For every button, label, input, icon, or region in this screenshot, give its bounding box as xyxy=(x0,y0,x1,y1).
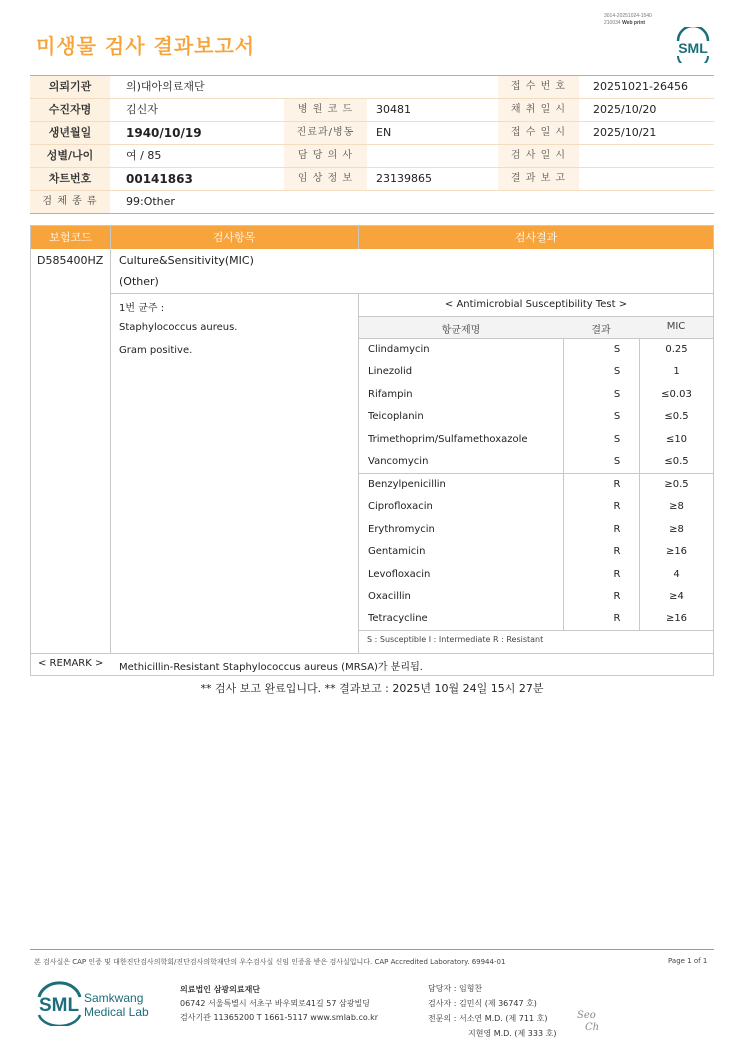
staff-info xyxy=(428,981,556,1041)
antibiotic-name: Benzylpenicillin xyxy=(368,479,446,490)
completion-note: ** 검사 보고 완료입니다. ** 결과보고 : 2025년 10월 24일 15시 27분 xyxy=(200,682,544,695)
print-code-line2: 210034 Web print xyxy=(604,20,646,26)
info-value: EN xyxy=(376,126,392,139)
antibiotic-name: Erythromycin xyxy=(368,523,435,535)
ast-row xyxy=(359,519,713,541)
remark-text: Methicillin-Resistant Staphylococcus aureus (MRSA)가 분리됨. xyxy=(119,662,423,673)
info-label: 담 당 의 사 xyxy=(284,145,367,167)
antibiotic-mic: ≥0.5 xyxy=(664,479,689,490)
antibiotic-mic: ≥16 xyxy=(665,546,688,558)
ast-row xyxy=(359,429,713,451)
antibiotic-name: Tetracycline xyxy=(368,613,428,625)
antibiotic-mic: ≥4 xyxy=(669,591,684,602)
info-row xyxy=(30,145,714,168)
antibiotic-name: Trimethoprim/Sulfamethoxazole xyxy=(368,433,528,445)
antibiotic-result: R xyxy=(613,479,621,490)
info-value: 23139865 xyxy=(376,172,432,185)
ast-legend: S : Susceptible I : Intermediate R : Resistant xyxy=(367,635,544,644)
divider xyxy=(358,226,359,249)
antibiotic-mic: ≥16 xyxy=(665,613,688,625)
info-value: 여 / 85 xyxy=(126,149,162,162)
info-value: 2025/10/21 xyxy=(593,126,657,139)
antibiotic-mic: ≤0.5 xyxy=(664,411,689,423)
divider xyxy=(110,226,111,653)
antibiotic-result: S xyxy=(613,366,621,378)
antibiotic-name: Vancomycin xyxy=(368,456,429,467)
test-name: Culture&Sensitivity(MIC) xyxy=(119,254,254,267)
antibiotic-result: R xyxy=(613,523,621,535)
info-label: 병 원 코 드 xyxy=(284,99,367,121)
antibiotic-name: Gentamicin xyxy=(368,546,426,558)
antibiotic-mic: 1 xyxy=(673,366,680,378)
staff-specialist-2: 지현영 M.D. (제 333 호) xyxy=(468,1029,557,1038)
info-label: 접 수 번 호 xyxy=(498,76,579,98)
info-label: 검 사 일 시 xyxy=(498,145,579,167)
report-title: 미생물 검사 결과보고서 xyxy=(36,34,256,58)
info-row xyxy=(30,76,714,99)
antibiotic-mic: ≤10 xyxy=(665,433,688,445)
staff-tester: 검사자 : 김민식 (제 36747 호) xyxy=(428,999,537,1008)
antibiotic-name: Teicoplanin xyxy=(368,411,424,423)
ast-row xyxy=(359,496,713,518)
page-number: Page 1 of 1 xyxy=(668,957,708,965)
ast-title: < Antimicrobial Susceptibility Test > xyxy=(444,299,628,310)
antibiotic-mic: ≥8 xyxy=(669,501,684,513)
antibiotic-result: R xyxy=(613,613,621,625)
info-value: 99:Other xyxy=(126,195,175,208)
ast-row xyxy=(359,384,713,406)
samkwang-logo xyxy=(34,980,164,1026)
patient-info-table xyxy=(30,75,714,214)
ast-col-name: 항균제명 xyxy=(441,325,481,336)
organism-gram: Gram positive. xyxy=(119,345,193,356)
info-row xyxy=(30,122,714,145)
antibiotic-result: R xyxy=(613,591,621,602)
results-header xyxy=(31,226,713,249)
info-value: 김신자 xyxy=(126,103,158,116)
info-label: 의뢰기관 xyxy=(30,76,110,98)
sml-logo-text: SML xyxy=(678,40,708,56)
divider xyxy=(110,293,713,294)
antibiotic-result: R xyxy=(613,501,621,513)
staff-specialist-1: 전문의 : 서소연 M.D. (제 711 호) xyxy=(428,1014,548,1023)
staff-manager: 담당자 : 임형찬 xyxy=(428,984,483,993)
antibiotic-mic: 0.25 xyxy=(665,344,688,355)
ast-row xyxy=(359,406,713,428)
antibiotic-mic: ≥8 xyxy=(669,523,684,535)
header-test-result: 검사결과 xyxy=(514,231,558,244)
print-code-line1: 3014-20251024-1540 xyxy=(604,13,652,19)
samkwang-logo-mark: SML xyxy=(38,995,80,1016)
antibiotic-result: S xyxy=(613,411,621,423)
header-insurance-code: 보험코드 xyxy=(49,231,92,244)
antibiotic-mic: ≤0.03 xyxy=(661,388,692,400)
info-value: 20251021-26456 xyxy=(593,80,688,93)
antibiotic-name: Rifampin xyxy=(368,388,413,400)
insurance-code: D585400HZ xyxy=(37,254,104,267)
antibiotic-result: S xyxy=(613,388,621,400)
ast-row xyxy=(359,474,713,496)
organism-label: 1번 균주 : xyxy=(119,303,165,314)
antibiotic-result: R xyxy=(613,546,621,558)
info-label: 차트번호 xyxy=(30,168,110,190)
sml-logo xyxy=(672,27,714,63)
org-name: 의료법인 삼광의료재단 xyxy=(180,985,261,994)
info-row xyxy=(30,99,714,122)
ast-column-header xyxy=(359,317,713,338)
footer-divider xyxy=(30,949,714,950)
samkwang-logo-name1: Samkwang xyxy=(84,991,144,1005)
info-label: 생년월일 xyxy=(30,122,110,144)
ast-row xyxy=(359,339,713,361)
org-contact: 검사기관 11365200 T 1661-5117 www.smlab.co.kr xyxy=(180,1013,379,1022)
info-label: 진료과/병동 xyxy=(284,122,367,144)
signature: Seo Ch xyxy=(577,1010,600,1033)
info-value: 30481 xyxy=(376,103,411,116)
antibiotic-result: S xyxy=(613,433,621,445)
print-code xyxy=(604,13,652,27)
info-label: 결 과 보 고 xyxy=(498,168,579,190)
antibiotic-name: Levofloxacin xyxy=(368,568,431,580)
info-label: 검 체 종 류 xyxy=(30,191,110,213)
antibiotic-result: R xyxy=(613,568,621,580)
antibiotic-name: Linezolid xyxy=(368,366,413,378)
certification-text: 본 검사실은 CAP 인증 및 대한진단검사의학회/진단검사의학재단의 우수검사실 신임 인증을 받은 검사실입니다. CAP Accredited Laboratory. 69944-01 xyxy=(34,958,506,966)
organization-info xyxy=(180,983,378,1025)
ast-row xyxy=(359,451,713,473)
antibiotic-result: S xyxy=(613,456,621,467)
ast-row xyxy=(359,541,713,563)
info-label: 임 상 정 보 xyxy=(284,168,367,190)
org-address: 06742 서울특별시 서초구 바우뫼로41길 57 삼광빌딩 xyxy=(180,999,370,1008)
ast-row xyxy=(359,361,713,383)
info-label: 접 수 일 시 xyxy=(498,122,579,144)
info-value: 의)대아의료재단 xyxy=(126,80,205,93)
info-value: 2025/10/20 xyxy=(593,103,657,116)
antibiotic-name: Clindamycin xyxy=(368,344,430,355)
organism-name: Staphylococcus aureus. xyxy=(119,322,238,333)
antibiotic-name: Oxacillin xyxy=(368,591,411,602)
antibiotic-name: Ciprofloxacin xyxy=(368,501,433,513)
info-label: 수진자명 xyxy=(30,99,110,121)
ast-col-result: 결과 xyxy=(591,325,611,336)
info-label: 성별/나이 xyxy=(30,145,110,167)
info-row xyxy=(30,168,714,191)
antibiotic-mic: 4 xyxy=(673,568,680,580)
header-test-item: 검사항목 xyxy=(212,231,256,244)
results-table xyxy=(30,225,714,676)
antibiotic-mic: ≤0.5 xyxy=(664,456,689,467)
ast-row xyxy=(359,564,713,586)
info-value: 00141863 xyxy=(126,172,193,186)
remark-label: < REMARK > xyxy=(38,658,104,669)
ast-col-mic: MIC xyxy=(666,321,686,332)
ast-row xyxy=(359,586,713,608)
samkwang-logo-name2: Medical Lab xyxy=(84,1005,149,1019)
divider xyxy=(31,653,713,654)
info-row xyxy=(30,191,714,214)
test-specimen: (Other) xyxy=(119,275,159,288)
info-value: 1940/10/19 xyxy=(126,126,202,140)
ast-row xyxy=(359,608,713,630)
info-label: 채 취 일 시 xyxy=(498,99,579,121)
antibiotic-result: S xyxy=(613,344,621,355)
